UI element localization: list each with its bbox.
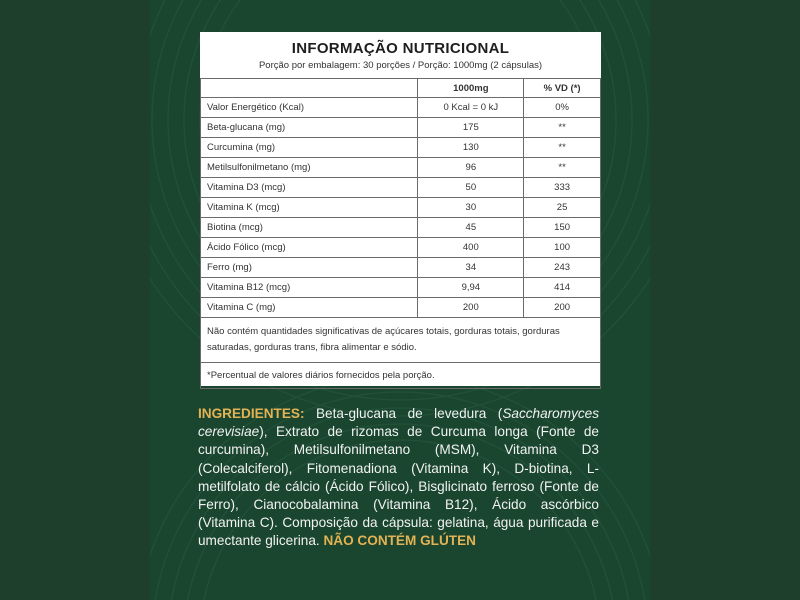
nutrient-name: Ferro (mg): [201, 258, 418, 278]
nutrient-dv: 0%: [524, 98, 601, 118]
ingredients-label: INGREDIENTES:: [198, 406, 305, 421]
nutrient-amount: 96: [418, 158, 524, 178]
left-background-strip: [0, 0, 150, 600]
nutrient-dv: 333: [524, 178, 601, 198]
nutrient-amount: 0 Kcal = 0 kJ: [418, 98, 524, 118]
ingredients-text: [198, 405, 599, 551]
table-row: [201, 258, 601, 278]
nutrient-name: Vitamina D3 (mcg): [201, 178, 418, 198]
nutrient-amount: 400: [418, 238, 524, 258]
species-name: Saccharomyces cerevisiae: [198, 406, 600, 440]
table-header-row: [201, 79, 601, 98]
nutrient-amount: 30: [418, 198, 524, 218]
nutrient-dv: 25: [524, 198, 601, 218]
nutrition-facts-card: [200, 32, 601, 386]
nutrient-dv: 243: [524, 258, 601, 278]
nutrient-amount: 175: [418, 118, 524, 138]
table-row: [201, 118, 601, 138]
table-row: [201, 98, 601, 118]
nutrition-table: [200, 78, 601, 389]
footnote-row: [201, 363, 601, 389]
nutrition-note: Não contém quantidades significativas de açúcares totais, gorduras totais, gorduras saturadas, gorduras trans, fibra alimentar e sódio.: [201, 318, 601, 363]
right-background-strip: [650, 0, 800, 600]
serving-info: Porção por embalagem: 30 porções / Porção: 1000mg (2 cápsulas): [258, 60, 543, 71]
nutrient-dv: **: [524, 158, 601, 178]
nutrient-dv: 414: [524, 278, 601, 298]
nutrient-amount: 50: [418, 178, 524, 198]
table-row: [201, 158, 601, 178]
nutrient-name: Biotina (mcg): [201, 218, 418, 238]
header-daily-value: % VD (*): [524, 79, 601, 98]
gluten-free-warning: NÃO CONTÉM GLÚTEN: [323, 533, 476, 549]
nutrient-name: Metilsulfonilmetano (mg): [201, 158, 418, 178]
ingredients-part-2: ), Extrato de rizomas de Curcuma longa (Fonte de curcumina), Metilsulfonilmetano (MSM), Vitamina D3 (Colecalciferol), Fitomenadiona (Vitamina K), D-biotina, L-metilfolato de cálcio (Ácido Fólico), Bisglicinato ferroso (Fonte de Ferro), Cianocobalamina (Vitamina B12), Ácido ascórbico (Vitamina C). Composição da cápsula: gelatina, água purificada e umectante glicerina.: [198, 424, 599, 549]
ingredients-part-1: Beta-glucana de levedura (: [315, 406, 503, 421]
table-row: [201, 278, 601, 298]
nutrient-amount: 130: [418, 138, 524, 158]
table-row: [201, 238, 601, 258]
nutrient-name: Valor Energético (Kcal): [201, 98, 418, 118]
note-row: [201, 318, 601, 363]
header-nutrient: [201, 79, 418, 98]
table-row: [201, 198, 601, 218]
nutrient-dv: 150: [524, 218, 601, 238]
nutrient-name: Vitamina K (mcg): [201, 198, 418, 218]
nutrient-amount: 9,94: [418, 278, 524, 298]
nutrient-amount: 200: [418, 298, 524, 318]
nutrient-dv: **: [524, 138, 601, 158]
table-row: [201, 218, 601, 238]
nutrient-name: Beta-glucana (mg): [201, 118, 418, 138]
nutrient-amount: 34: [418, 258, 524, 278]
table-row: [201, 178, 601, 198]
nutrient-dv: 100: [524, 238, 601, 258]
nutrient-amount: 45: [418, 218, 524, 238]
table-row: [201, 138, 601, 158]
nutrient-dv: 200: [524, 298, 601, 318]
nutrient-name: Ácido Fólico (mcg): [201, 238, 418, 258]
nutrient-dv: **: [524, 118, 601, 138]
nutrition-title: INFORMAÇÃO NUTRICIONAL: [291, 40, 510, 57]
nutrient-name: Vitamina C (mg): [201, 298, 418, 318]
header-amount: 1000mg: [418, 79, 524, 98]
table-row: [201, 298, 601, 318]
daily-value-footnote: *Percentual de valores diários fornecidos pela porção.: [201, 363, 601, 389]
nutrient-name: Curcumina (mg): [201, 138, 418, 158]
label-panel: [150, 0, 650, 600]
nutrient-name: Vitamina B12 (mcg): [201, 278, 418, 298]
